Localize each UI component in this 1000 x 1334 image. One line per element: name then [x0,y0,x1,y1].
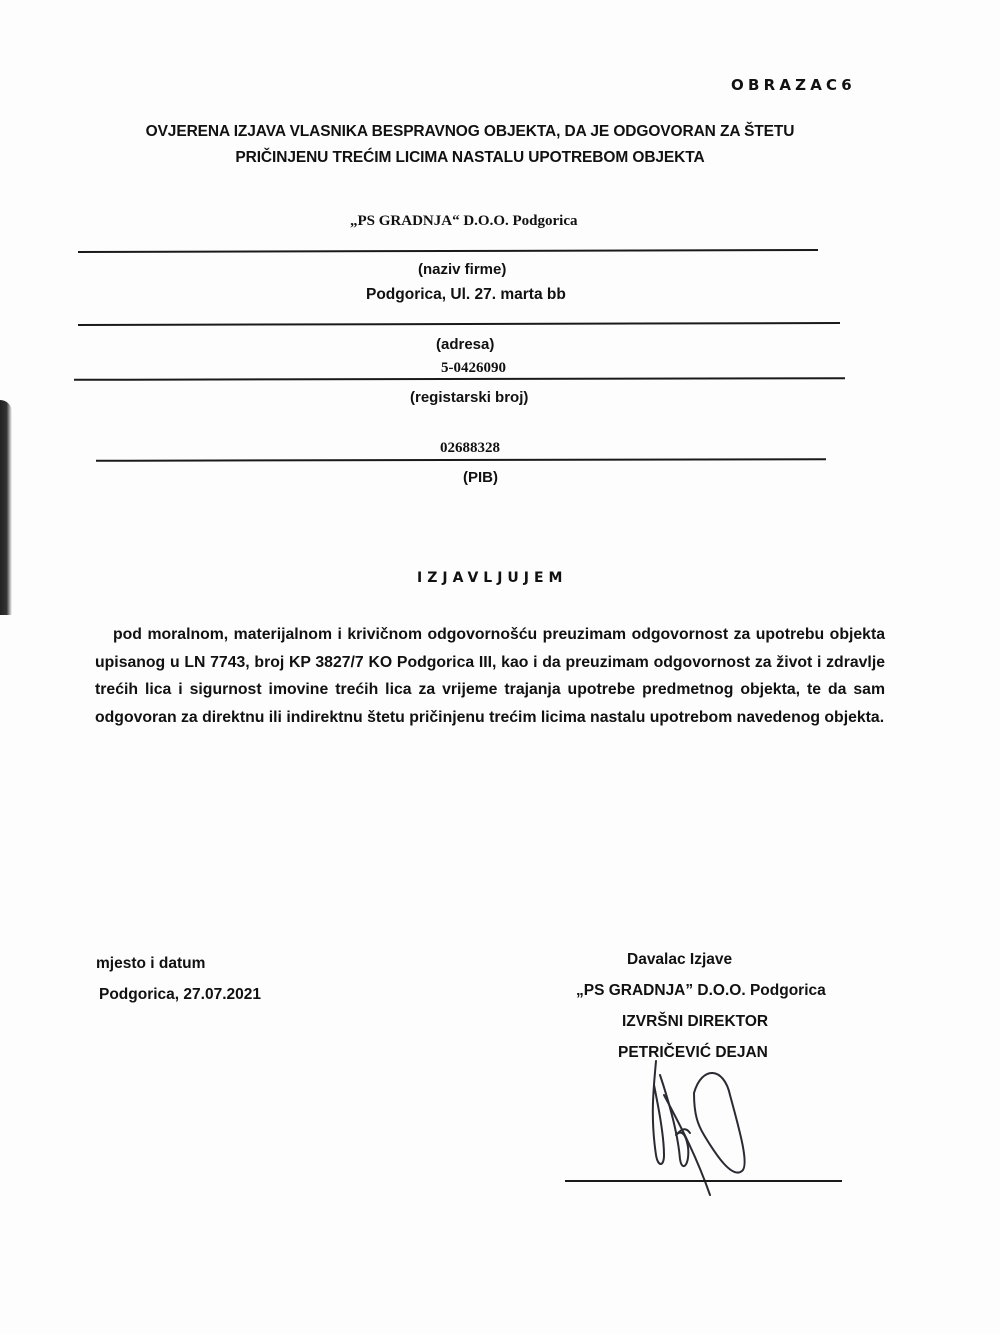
company-name-label: (naziv firme) [418,261,507,278]
pib-label: (PIB) [463,469,498,486]
document-title-line-1: OVJERENA IZJAVA VLASNIKA BESPRAVNOG OBJEKTA, DA JE ODGOVORAN ZA ŠTETU [145,123,795,140]
declaration-body-text: pod moralnom, materijalnom i krivičnom odgovornošću preuzimam odgovornost za upotrebu objekta upisanog u LN 7743, broj KP 3827/7 KO Podgorica III, kao i da preuzimam odgovornost za život i zdravlje trećih lica i sigurnost imovine trećih lica za vrijeme trajanja upotrebe predmetnog objekta, te da sam odgovoran za direktnu ili indirektnu štetu pričinjenu trećim licima nastalu upotrebom navedenog objekta. [95,626,885,726]
registration-number-rule [74,377,845,381]
form-code: OBRAZAC6 [731,76,856,94]
address-value: Podgorica, Ul. 27. marta bb [366,286,566,303]
declaration-heading: IZJAVLJUJEM [417,570,568,586]
signatory-company: „PS GRADNJA” D.O.O. Podgorica [576,982,826,999]
registration-number-label: (registarski broj) [410,389,529,406]
registration-number-value: 5-0426090 [441,360,506,376]
pib-rule [96,458,826,462]
pib-value: 02688328 [440,440,500,456]
signatory-position: IZVRŠNI DIREKTOR [622,1013,769,1030]
address-label: (adresa) [436,336,495,353]
document-title-line-2: PRIČINJENU TREĆIM LICIMA NASTALU UPOTREBOM OBJEKTA [235,149,705,166]
declaration-body [95,621,885,731]
signature-rule [565,1180,842,1182]
address-rule [78,322,840,326]
handwritten-signature-icon [620,1055,780,1200]
place-date-value: Podgorica, 27.07.2021 [99,986,261,1003]
company-name-rule [78,249,818,253]
company-name-value: „PS GRADNJA“ D.O.O. Podgorica [350,213,578,229]
signatory-name: PETRIČEVIĆ DEJAN [618,1044,768,1061]
signatory-label: Davalac Izjave [627,951,733,968]
scan-edge-shadow [0,400,12,615]
place-date-label: mjesto i datum [96,955,206,972]
